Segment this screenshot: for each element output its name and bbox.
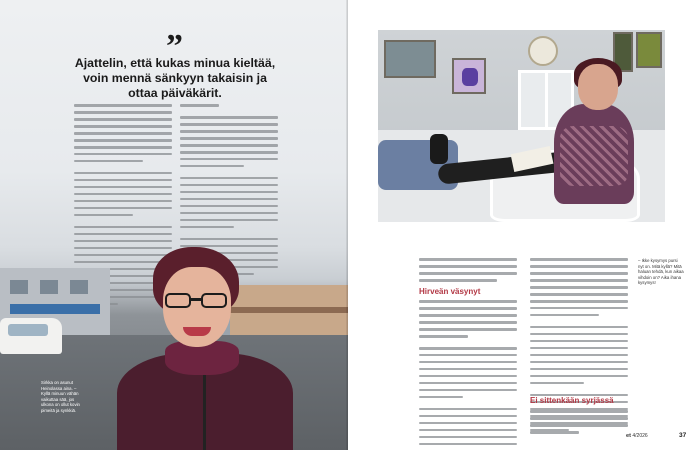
subheading: Hirveän väsynyt [419,287,481,296]
headline-line: voin mennä sänkyyn takaisin ja [83,71,267,85]
headline-line: Ajattelin, että kukas minua kieltää, [74,56,276,70]
headline [40,56,310,101]
photo-caption-right: – Ikke kysymys pursi nyt on. Mitä kyllä? Mitä haluan tehdä, kun aikaa vihdoin on? Aika ihana kysymys! [638,258,684,286]
quote-mark: ” [166,28,183,65]
article-column [419,300,517,450]
photo-caption-left: Sirkka on asunut Heinolassa aina. – Kyllä minuun vähän vaikuttaa sää, jos ulkona on ollut kovin pimeitä ja synkkiä. [41,380,80,413]
glasses [165,293,229,309]
headline-line: ottaa päiväkärit. [128,86,222,100]
page-number: 37 [679,432,687,439]
portrait-woman [105,243,315,450]
article-column [530,410,628,438]
issue-number: 4/2026 [632,433,648,439]
subheading: Ei sittenkään syrjässä [530,396,614,405]
article-column [419,258,517,286]
interior-photo [378,30,665,222]
article-column [530,258,628,436]
right-page [348,0,696,450]
folio [626,433,648,439]
parked-car [0,318,62,354]
magazine-name: et [626,433,631,439]
